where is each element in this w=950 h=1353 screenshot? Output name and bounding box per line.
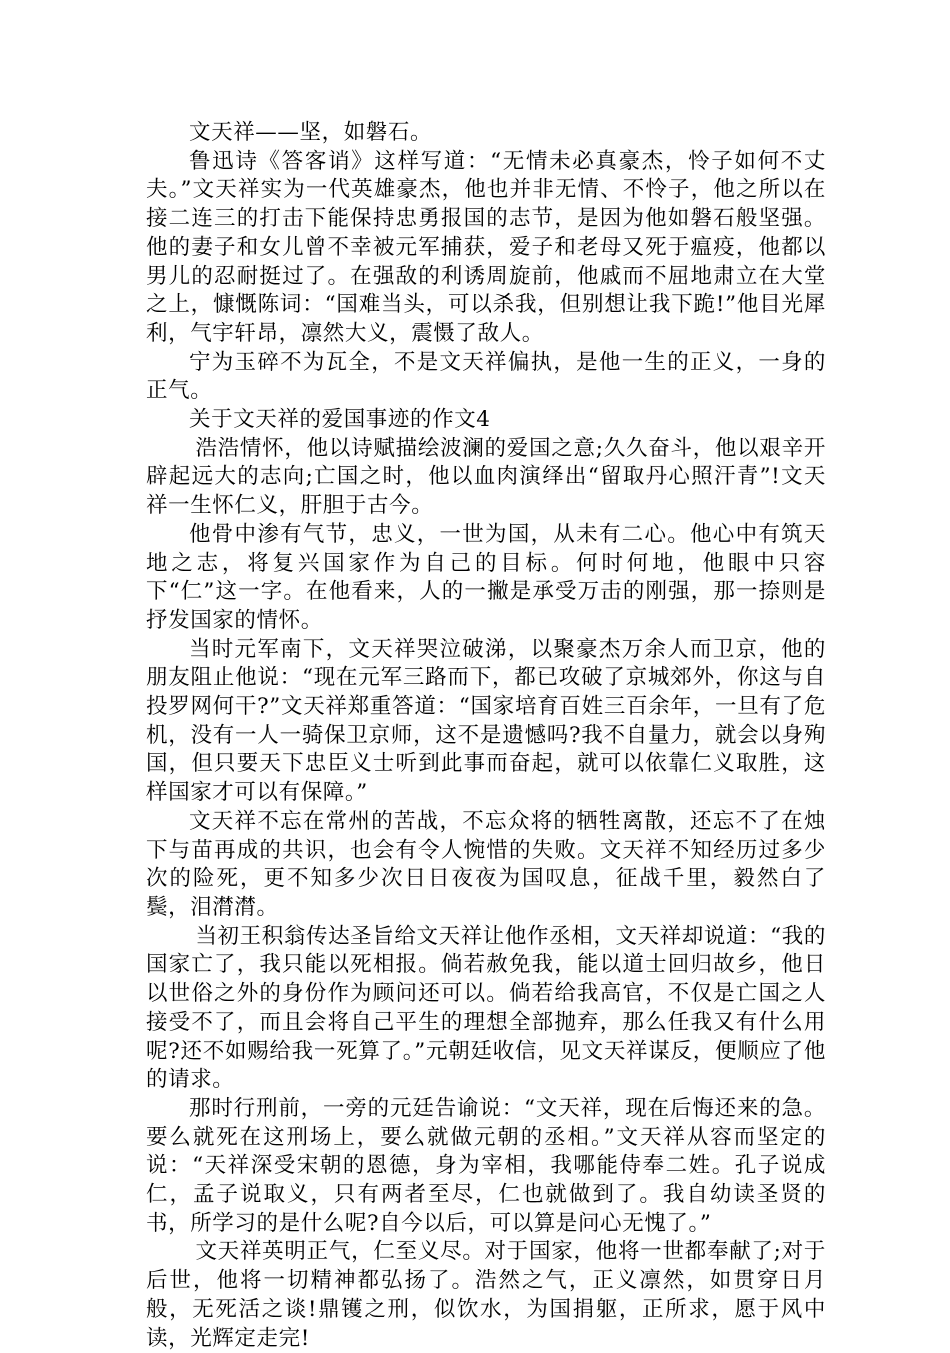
- paragraph: 宁为玉碎不为瓦全，不是文天祥偏执，是他一生的正义，一身的正气。: [146, 349, 826, 404]
- paragraph: 那时行刑前，一旁的元廷告谕说：“文天祥，现在后悔还来的急。要么就死在这刑场上，要么就做元朝的丞相。”文天祥从容而坚定的说：“天祥深受宋朝的恩德，身为宰相，我哪能侍奉二姓。孔子说成仁，孟子说取义，只有两者至尽，仁也就做到了。我自幼读圣贤的书，所学习的是什么呢?自今以后，可以算是问心无愧了。”: [146, 1095, 826, 1236]
- paragraph: 浩浩情怀，他以诗赋描绘波澜的爱国之意;久久奋斗，他以艰辛开辟起远大的志向;亡国之时，他以血肉演绎出“留取丹心照汗青”!文天祥一生怀仁义，肝胆于古今。: [146, 435, 826, 519]
- paragraph: 当时元军南下，文天祥哭泣破涕，以聚豪杰万余人而卫京，他的朋友阻止他说：“现在元军三路而下，都已攻破了京城郊外，你这与自投罗网何干?”文天祥郑重答道：“国家培育百姓三百余年，一旦有了危机，没有一人一骑保卫京师，这不是遗憾吗?我不自量力，就会以身殉国，但只要天下忠臣义士听到此事而奋起，就可以依靠仁义取胜，这样国家才可以有保障。”: [146, 636, 826, 806]
- paragraph: 鲁迅诗《答客诮》这样写道：“无情未必真豪杰，怜子如何不丈夫。”文天祥实为一代英雄豪杰，他也并非无情、不怜子，他之所以在接二连三的打击下能保持忠勇报国的志节，是因为他如磐石般坚强。他的妻子和女儿曾不幸被元军捕获，爱子和老母又死于瘟疫，他都以男儿的忍耐挺过了。在强敌的利诱周旋前，他戚而不屈地肃立在大堂之上，慷慨陈词：“国难当头，可以杀我，但别想让我下跪!”他目光犀利，气宇轩昂，凛然大义，震慑了敌人。: [146, 148, 826, 346]
- paragraph: 文天祥英明正气，仁至义尽。对于国家，他将一世都奉献了;对于后世，他将一切精神都弘扬了。浩然之气，正义凛然，如贯穿日月般，无死活之谈!鼎镬之刑，似饮水，为国捐躯，正所求，愿于风中读，光辉定走完!: [146, 1239, 826, 1351]
- section-title: 关于文天祥的爱国事迹的作文4: [189, 407, 491, 433]
- paragraph: 文天祥——坚，如磐石。: [189, 120, 433, 145]
- paragraph: 他骨中渗有气节，忠义，一世为国，从未有二心。他心中有筑天地之志，将复兴国家作为自己的目标。何时何地，他眼中只容下“仁”这一字。在他看来，人的一撇是承受万击的刚强，那一捺则是抒发国家的情怀。: [146, 521, 826, 633]
- essay-body: [146, 119, 826, 1353]
- paragraph: 文天祥不忘在常州的苦战，不忘众将的牺牲离散，还忘不了在烛下与苗再成的共识，也会有令人惋惜的失败。文天祥不知经历过多少次的险死，更不知多少次日日夜夜为国叹息，征战千里，毅然白了鬓，泪潸潸。: [146, 808, 826, 920]
- paragraph: 当初王积翁传达圣旨给文天祥让他作丞相，文天祥却说道：“我的国家亡了，我只能以死相报。倘若赦免我，能以道士回归故乡，他日以世俗之外的身份作为顾问还可以。倘若给我高官，不仅是亡国之人接受不了，而且会将自己平生的理想全部抛弃，那么任我又有什么用呢?还不如赐给我一死算了。”元朝廷收信，见文天祥谋反，便顺应了他的请求。: [146, 923, 826, 1093]
